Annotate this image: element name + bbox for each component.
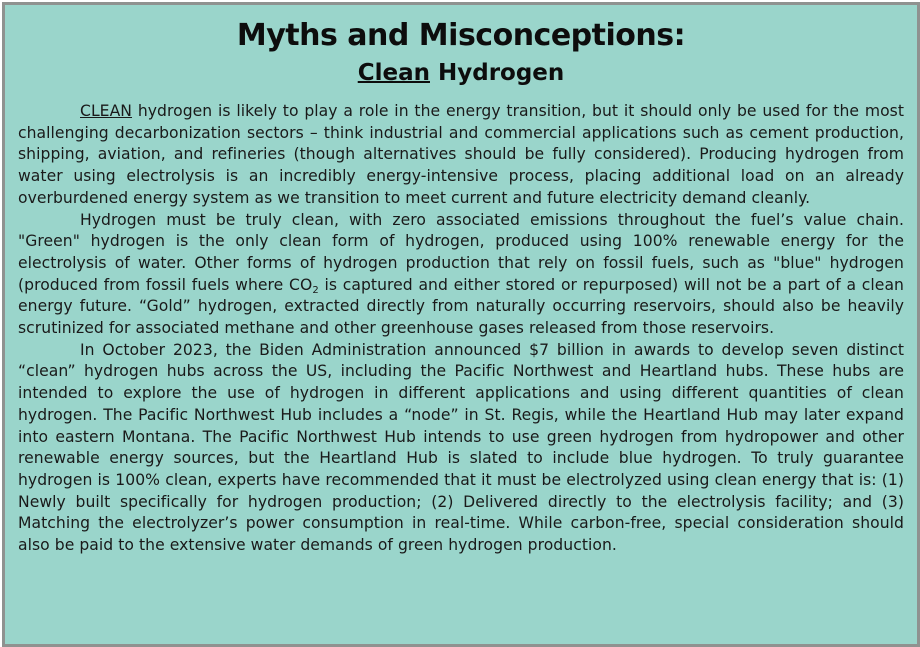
- info-panel: [2, 2, 920, 647]
- paragraph-1: [18, 101, 904, 210]
- paragraph-1-lead-word: CLEAN: [80, 102, 133, 120]
- page-subtitle: [5, 58, 917, 88]
- subtitle-rest: Hydrogen: [429, 60, 565, 86]
- paragraph-2: [18, 210, 904, 340]
- paragraph-2-text-before: Hydrogen must be truly clean, with zero associated emissions throughout the fuel’s value chain. "Green" hydrogen is the only clean form of hydrogen, produced using 100% renewable energy for the electrolysis of water. Other forms of hydrogen production that rely on fossil fuels, such as "blue" hydrogen (produced from fossil fuels where CO: [18, 210, 904, 294]
- co2-subscript: 2: [312, 284, 319, 296]
- page-title: Myths and Misconceptions:: [236, 18, 686, 53]
- subtitle-underlined-word: Clean: [357, 60, 430, 86]
- paragraph-3: In October 2023, the Biden Administration announced $7 billion in awards to develop seven distinct “clean” hydrogen hubs across the US, including the Pacific Northwest and Heartland hubs. These hubs are intended to explore the use of hydrogen in different applications and using different quantities of clean hydrogen. The Pacific Northwest Hub includes a “node” in St. Regis, while the Heartland Hub may later expand into eastern Montana. The Pacific Northwest Hub intends to use green hydrogen from hydropower and other renewable energy sources, but the Heartland Hub is slated to include blue hydrogen. To truly guarantee hydrogen is 100% clean, experts have recommended that it must be electrolyzed using clean energy that is: (1) Newly built specifically for hydrogen production; (2) Delivered directly to the electrolysis facility; and (3) Matching the electrolyzer’s power consumption in real-time. While carbon-free, special consideration should also be paid to the extensive water demands of green hydrogen production.: [18, 340, 904, 555]
- paragraph-2-text-after: is captured and either stored or repurposed) will not be a part of a clean energy future. “Gold” hydrogen, extracted directly from naturally occurring reservoirs, should also be heavily scrutinized for associated methane and other greenhouse gases released from those reservoirs.: [18, 275, 904, 338]
- paragraph-1-text: hydrogen is likely to play a role in the energy transition, but it should only be used for the most challenging decarbonization sectors – think industrial and commercial applications such as cement production, shipping, aviation, and refineries (though alternatives should be fully considered). Producing hydrogen from water using electrolysis is an incredibly energy-intensive process, placing additional load on an already overburdened energy system as we transition to meet current and future electricity demand cleanly.: [18, 102, 904, 207]
- article-body: [18, 101, 904, 557]
